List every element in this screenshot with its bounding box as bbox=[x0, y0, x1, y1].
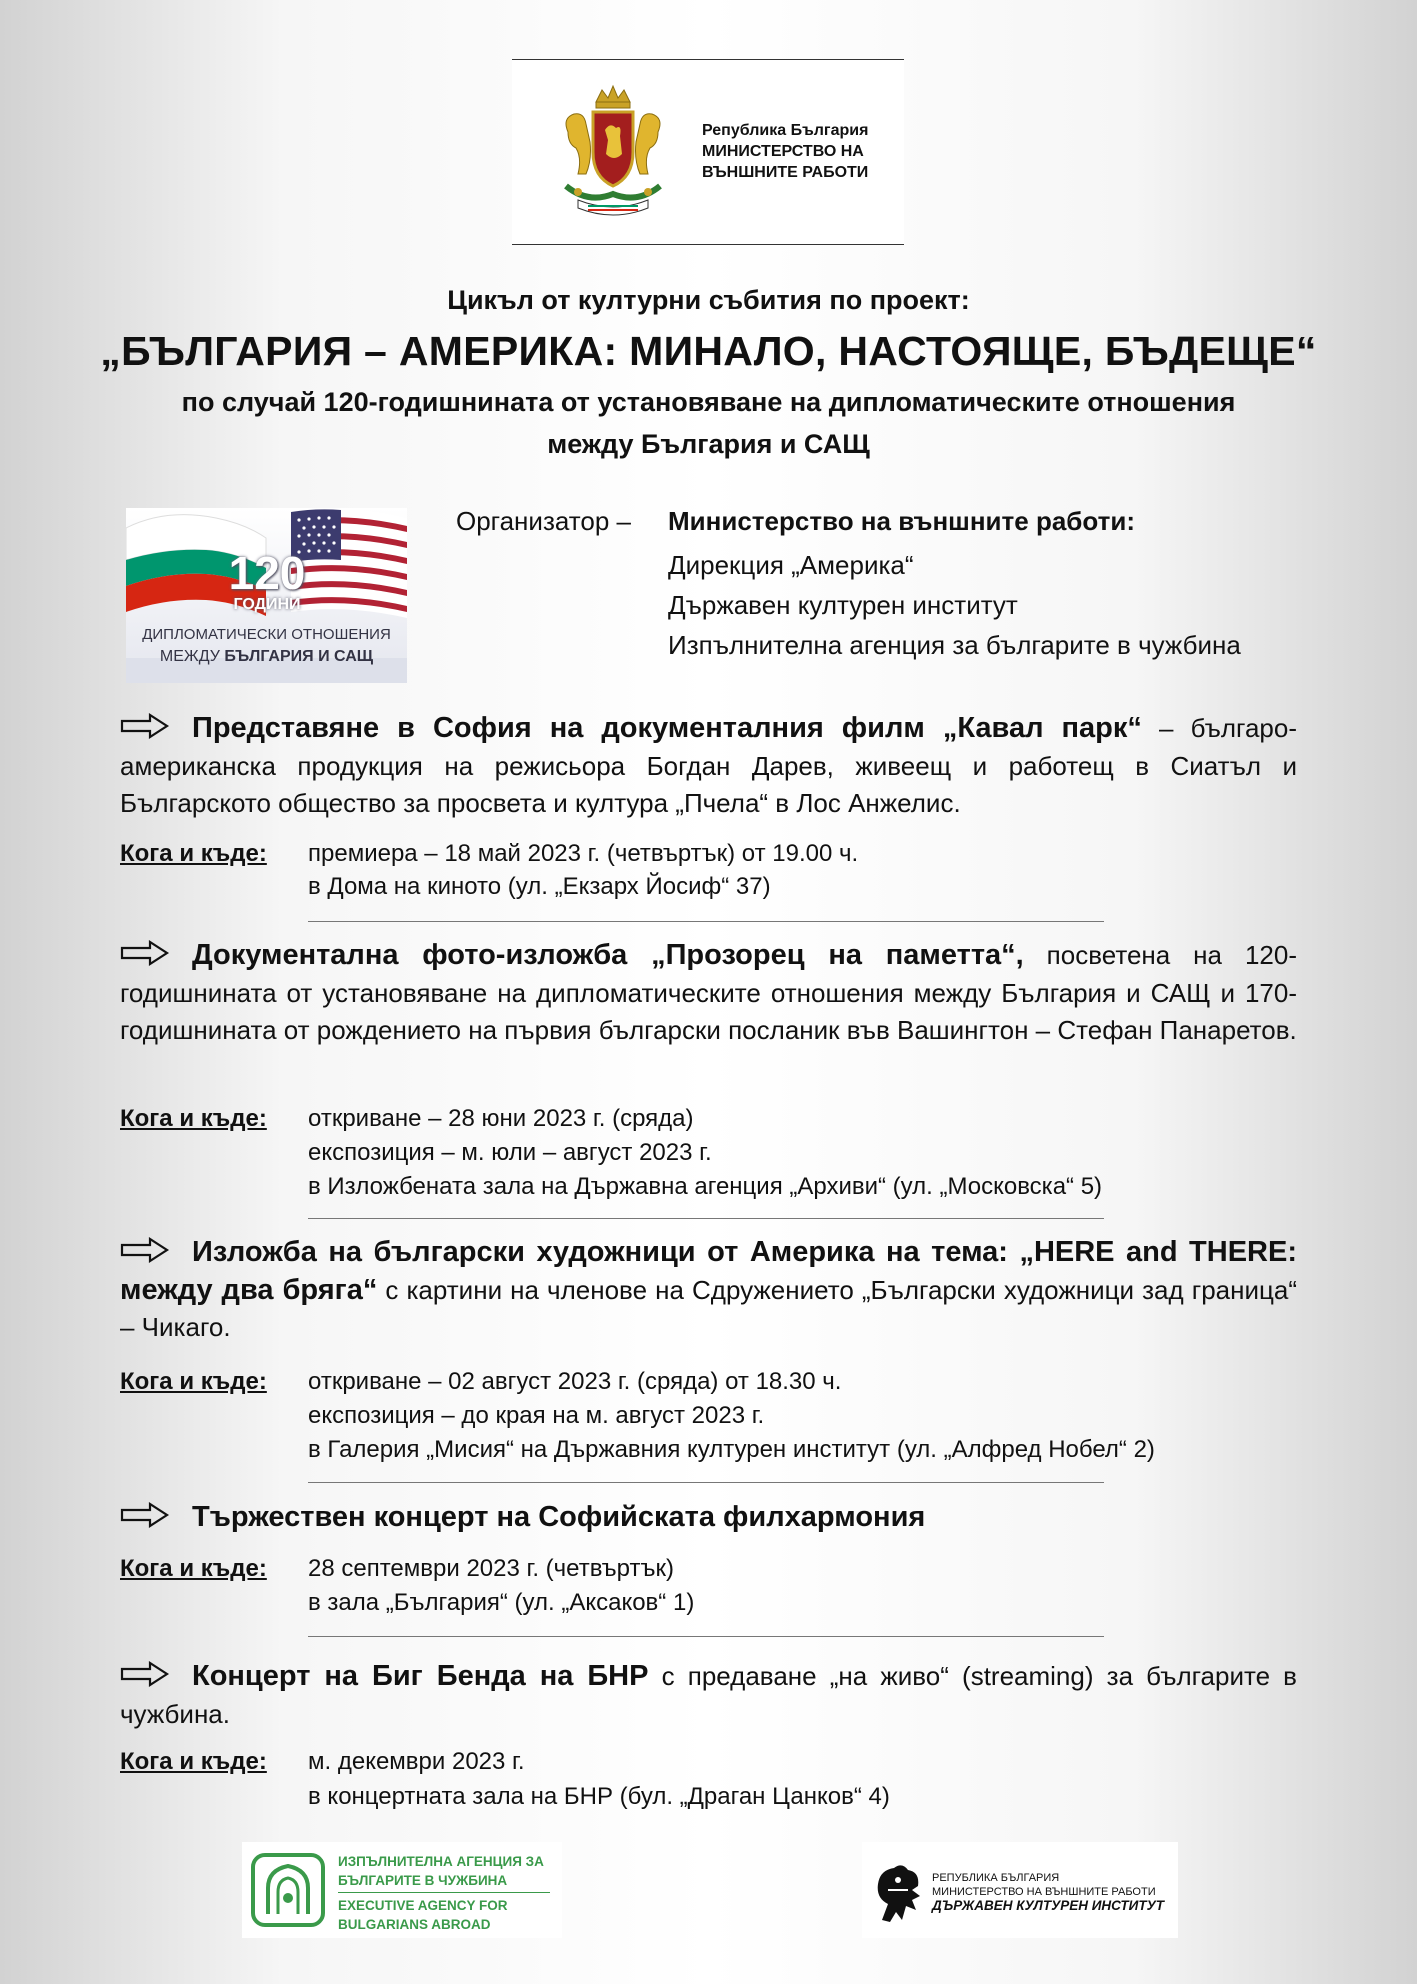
organizer-main: Министерство на външните работи: bbox=[668, 506, 1135, 536]
logo-line-3: ВЪНШНИТЕ РАБОТИ bbox=[702, 164, 869, 181]
occasion-line-1: по случай 120-годишнината от установяване на дипломатическите отношения bbox=[181, 387, 1236, 417]
event-description: с картини на членове на Сдружението „Български художници зад граница“ – Чикаго. bbox=[120, 1274, 1297, 1342]
mfa-logo bbox=[512, 60, 904, 244]
event-5 bbox=[120, 1658, 1297, 1733]
event-title: Документална фото-изложба „Прозорец на паметта“, bbox=[192, 939, 1024, 971]
when-label: Кога и къде: bbox=[120, 1105, 267, 1132]
when-line: м. декември 2023 г. bbox=[308, 1748, 525, 1775]
event-1 bbox=[120, 710, 1297, 823]
banner-line-2-prefix: МЕЖДУ bbox=[159, 648, 225, 665]
bulgarian-coat-of-arms-icon bbox=[548, 82, 678, 222]
when-label: Кога и къде: bbox=[120, 1555, 267, 1582]
when-label: Кога и къде: bbox=[120, 840, 267, 867]
eabc-en-line-1: EXECUTIVE AGENCY FOR bbox=[338, 1898, 508, 1913]
eabc-divider bbox=[338, 1892, 550, 1893]
event-description: с предаване „на живо“ (streaming) за българите в чужбина. bbox=[120, 1661, 1297, 1729]
arrow-right-icon bbox=[120, 713, 170, 739]
arrow-right-icon bbox=[120, 1502, 170, 1528]
when-line: експозиция – до края на м. август 2023 г. bbox=[308, 1402, 765, 1429]
separator bbox=[308, 1218, 1104, 1219]
when-line: в Изложбената зала на Държавна агенция „Архиви“ (ул. „Московска“ 5) bbox=[308, 1173, 1103, 1200]
when-line: 28 септември 2023 г. (четвъртък) bbox=[308, 1555, 674, 1582]
top-rule-bottom bbox=[512, 244, 904, 245]
event-title: Изложба на български художници от Америка на тема: „HERE and THERE: между два бряга“ bbox=[120, 1236, 1297, 1306]
logo-line-2: МИНИСТЕРСТВО НА bbox=[702, 143, 864, 160]
event-title: Тържествен концерт на Софийската филхармония bbox=[192, 1501, 926, 1533]
project-intro: Цикъл от културни събития по проект: bbox=[447, 285, 970, 315]
when-label: Кога и къде: bbox=[120, 1368, 267, 1395]
dki-line-3: ДЪРЖАВЕН КУЛТУРЕН ИНСТИТУТ bbox=[932, 1898, 1165, 1913]
banner-line-2-bold: БЪЛГАРИЯ И САЩ bbox=[224, 648, 374, 665]
when-line: експозиция – м. юли – август 2023 г. bbox=[308, 1139, 712, 1166]
banner-number: 120 bbox=[228, 547, 306, 599]
project-title: „БЪЛГАРИЯ – АМЕРИКА: МИНАЛО, НАСТОЯЩЕ, БЪДЕЩЕ“ bbox=[100, 328, 1317, 374]
event-description: посветена на 120-годишнината от установяване на дипломатическите отношения между България и САЩ и 170-годишнината от рождението на първия български посланик във Вашингтон – Стефан Панаретов. bbox=[120, 940, 1297, 1045]
dki-logo bbox=[862, 1842, 1178, 1938]
dki-line-2: МИНИСТЕРСТВО НА ВЪНШНИТЕ РАБОТИ bbox=[932, 1886, 1156, 1898]
eabc-bg-line-2: БЪЛГАРИТЕ В ЧУЖБИНА bbox=[338, 1873, 508, 1888]
organizer-label: Организатор – bbox=[456, 506, 631, 536]
event-title: Представяне в София на документалния филм „Кавал парк“ bbox=[192, 712, 1142, 744]
when-line: в Дома на киното (ул. „Екзарх Йосиф“ 37) bbox=[308, 873, 771, 900]
anniversary-banner bbox=[126, 508, 407, 683]
organizer-unit: Изпълнителна агенция за българите в чужбина bbox=[668, 630, 1241, 660]
banner-line-2 bbox=[126, 648, 407, 666]
occasion-line-2: между България и САЩ bbox=[547, 429, 870, 459]
event-4 bbox=[120, 1499, 1297, 1537]
eabc-en-line-2: BULGARIANS ABROAD bbox=[338, 1917, 491, 1932]
dki-line-1: РЕПУБЛИКА БЪЛГАРИЯ bbox=[932, 1872, 1060, 1884]
logo-line-1: Република България bbox=[702, 122, 869, 139]
event-title: Концерт на Биг Бенда на БНР bbox=[192, 1660, 649, 1692]
lion-emblem-icon bbox=[868, 1860, 928, 1926]
when-label: Кога и къде: bbox=[120, 1748, 267, 1775]
event-2 bbox=[120, 937, 1297, 1050]
separator bbox=[308, 1482, 1104, 1483]
eabc-bg-line-1: ИЗПЪЛНИТЕЛНА АГЕНЦИЯ ЗА bbox=[338, 1854, 544, 1869]
organizer-unit: Държавен културен институт bbox=[668, 590, 1018, 620]
banner-line-1: ДИПЛОМАТИЧЕСКИ ОТНОШЕНИЯ bbox=[142, 626, 391, 643]
arrow-right-icon bbox=[120, 1237, 170, 1263]
when-line: премиера – 18 май 2023 г. (четвъртък) от 19.00 ч. bbox=[308, 840, 859, 867]
event-3 bbox=[120, 1234, 1297, 1347]
separator bbox=[308, 1636, 1104, 1637]
organizer-unit: Дирекция „Америка“ bbox=[668, 550, 914, 580]
banner-years: ГОДИНИ bbox=[233, 596, 301, 613]
when-line: откриване – 02 август 2023 г. (сряда) от 18.30 ч. bbox=[308, 1368, 842, 1395]
when-line: откриване – 28 юни 2023 г. (сряда) bbox=[308, 1105, 694, 1132]
separator bbox=[308, 921, 1104, 922]
when-line: в Галерия „Мисия“ на Държавния културен институт (ул. „Алфред Нобел“ 2) bbox=[308, 1436, 1155, 1463]
arrow-right-icon bbox=[120, 1661, 170, 1687]
dki-text bbox=[932, 1871, 1164, 1913]
event-description: – българо-американска продукция на режисьора Богдан Дарев, живеещ и работещ в Сиатъл и Българското общество за просвета и култура „Пчела“ в Лос Анжелис. bbox=[120, 713, 1297, 818]
eabc-emblem-icon bbox=[250, 1852, 326, 1928]
arrow-right-icon bbox=[120, 940, 170, 966]
eabc-logo bbox=[242, 1842, 562, 1938]
when-line: в концертната зала на БНР (бул. „Драган Цанков“ 4) bbox=[308, 1783, 890, 1810]
when-line: в зала „България“ (ул. „Аксаков“ 1) bbox=[308, 1589, 695, 1616]
